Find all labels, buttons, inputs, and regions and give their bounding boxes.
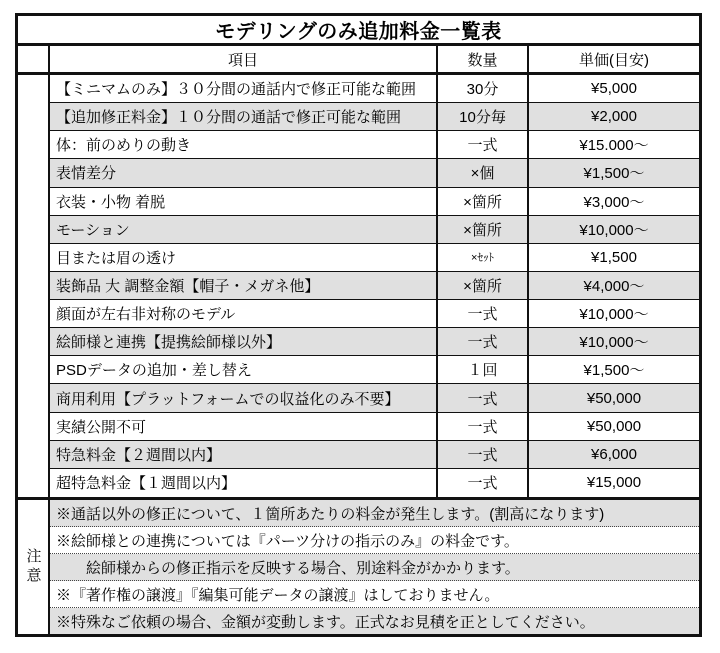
- note-row: 絵師様からの修正指示を反映する場合、別途料金がかかります。: [50, 554, 699, 581]
- qty-cell: 一式: [438, 469, 529, 497]
- page-title: モデリングのみ追加料金一覧表: [18, 16, 699, 46]
- qty-cell: ×箇所: [438, 188, 529, 216]
- column-header-qty: 数量: [438, 46, 529, 72]
- column-header-price: 単価(目安): [579, 51, 649, 69]
- note-row: ※絵師様との連携については『パーツ分けの指示のみ』の料金です。: [50, 527, 699, 554]
- notes-label-cell: [18, 500, 50, 634]
- item-cell: 絵師様と連携【提携絵師様以外】: [50, 328, 438, 356]
- price-cell: ¥15.000～: [529, 131, 699, 159]
- qty-cell: ×ｾｯﾄ: [438, 244, 529, 272]
- notes-section: [18, 497, 699, 634]
- note-row: ※『著作権の譲渡』『編集可能データの譲渡』はしておりません。: [50, 581, 699, 608]
- item-cell: 【追加修正料金】１０分間の通話で修正可能な範囲: [50, 103, 438, 131]
- qty-cell: 30分: [438, 75, 529, 103]
- price-cell: ¥50,000: [529, 413, 699, 441]
- qty-cell: ×個: [438, 159, 529, 187]
- table-body: [18, 75, 699, 497]
- price-cell: ¥10,000～: [529, 328, 699, 356]
- notes-list: [50, 500, 699, 634]
- price-cell: ¥1,500～: [529, 356, 699, 384]
- item-cell: 特急料金【２週間以内】: [50, 441, 438, 469]
- column-header-item: 項目: [50, 46, 438, 72]
- item-cell: 衣装・小物 着脱: [50, 188, 438, 216]
- item-cell: 商用利用【プラットフォームでの収益化のみ不要】: [50, 384, 438, 412]
- price-cell: ¥6,000: [529, 441, 699, 469]
- qty-cell: ×箇所: [438, 216, 529, 244]
- note-row: ※特殊なご依頼の場合、金額が変動します。正式なお見積を正としてください。: [50, 608, 699, 634]
- qty-cell: 一式: [438, 413, 529, 441]
- item-cell: 目または眉の透け: [50, 244, 438, 272]
- qty-cell: 一式: [438, 384, 529, 412]
- price-cell: ¥10,000～: [529, 300, 699, 328]
- item-cell: 表情差分: [50, 159, 438, 187]
- price-cell: ¥5,000: [529, 75, 699, 103]
- item-cell: 体：前のめりの動き: [50, 131, 438, 159]
- price-cell: ¥4,000～: [529, 272, 699, 300]
- item-cell: 顔面が左右非対称のモデル: [50, 300, 438, 328]
- left-spacer-column: [18, 75, 50, 497]
- price-cell: ¥1,500: [529, 244, 699, 272]
- price-cell: ¥2,000: [529, 103, 699, 131]
- qty-cell: 一式: [438, 300, 529, 328]
- price-cell: ¥3,000～: [529, 188, 699, 216]
- price-cell: ¥10,000～: [529, 216, 699, 244]
- item-cell: 実績公開不可: [50, 413, 438, 441]
- notes-label: 注意: [24, 548, 42, 586]
- item-cell: 【ミニマムのみ】３０分間の通話内で修正可能な範囲: [50, 75, 438, 103]
- price-cell: ¥15,000: [586, 474, 642, 492]
- price-cell: ¥50,000: [529, 384, 699, 412]
- price-cell: ¥1,500～: [529, 159, 699, 187]
- header-spacer-cell: [18, 46, 50, 72]
- price-table-sheet: [15, 13, 702, 637]
- item-cell: PSDデータの追加・差し替え: [50, 356, 438, 384]
- qty-cell: 一式: [438, 328, 529, 356]
- table-header: [18, 46, 699, 75]
- item-cell: 超特急料金【１週間以内】: [50, 469, 438, 497]
- item-cell: 装飾品 大 調整金額【帽子・メガネ他】: [50, 272, 438, 300]
- item-cell: モーション: [50, 216, 438, 244]
- qty-cell: 10分毎: [438, 103, 529, 131]
- qty-cell: １回: [438, 356, 529, 384]
- qty-cell: 一式: [438, 131, 529, 159]
- qty-cell: 一式: [438, 441, 529, 469]
- note-row: ※通話以外の修正について、１箇所あたりの料金が発生します。(割高になります): [50, 500, 699, 527]
- qty-cell: ×箇所: [438, 272, 529, 300]
